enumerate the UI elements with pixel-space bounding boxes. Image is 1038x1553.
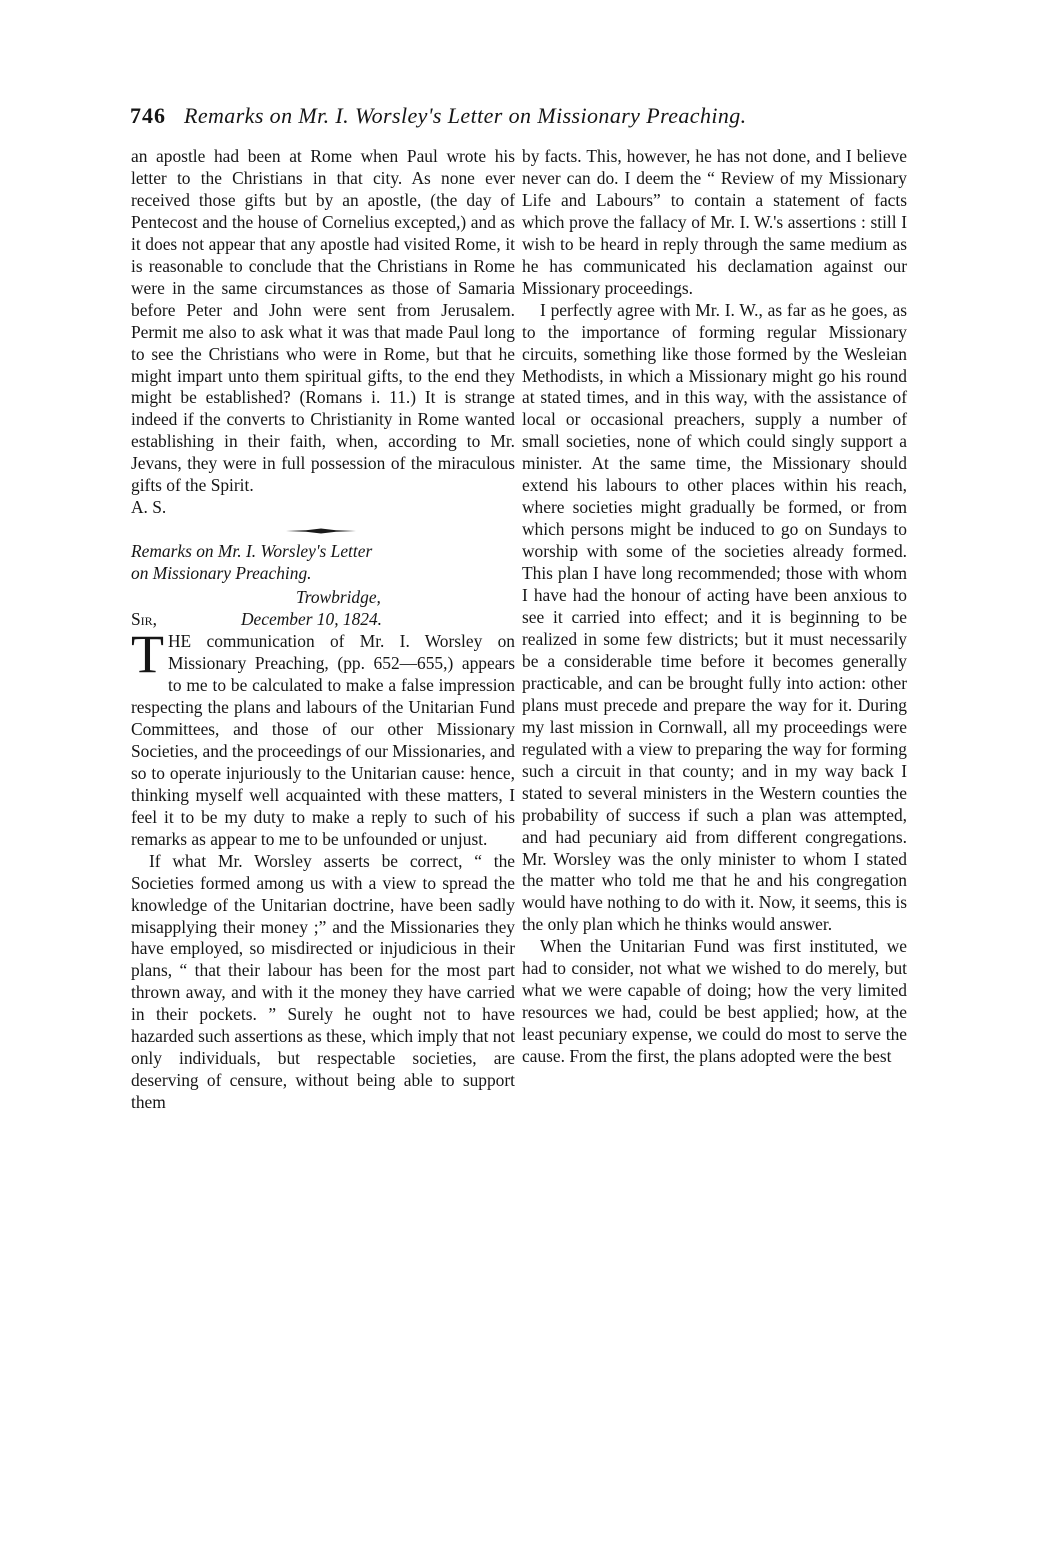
article-title bbox=[131, 541, 515, 585]
letter-place: Trowbridge, bbox=[296, 587, 381, 608]
letter-date: December 10, 1824. bbox=[241, 609, 383, 630]
opening-paragraph-text: HE communication of Mr. I. Worsley on Missionary Preaching, (pp. 652—655,) appears to me to be calculated to make a false impression respecting the plans and labours of the Unitarian Fund Committees, and those of our other Missionary Societies, and the proceedings of our Missionaries, and so to operate injuriously to the Unitarian cause: hence, thinking myself well acquainted with these matters, I feel it to be my duty to make a reply to such of his remarks as appear to me to be unfounded or unjust. bbox=[131, 631, 515, 849]
continuation-paragraph: by facts. This, however, he has not done, and I believe never can do. I deem the “ Review of my Missionary Life and Labours” to contain a statement of facts which prove the fallacy of Mr. I. W.'s assertions : still I wish to be heard in reply through the same medium as he has communicated his declamation against our Missionary proceedings. bbox=[522, 146, 907, 298]
ornament-rule-icon bbox=[286, 528, 356, 534]
right-column bbox=[522, 146, 907, 1068]
running-header bbox=[130, 96, 910, 136]
running-title: Remarks on Mr. I. Worsley's Letter on Missionary Preaching. bbox=[184, 103, 747, 128]
opening-paragraph bbox=[131, 624, 515, 851]
letter-salutation: Sir, bbox=[131, 609, 158, 630]
left-column bbox=[131, 146, 515, 1114]
article-title-line: on Missionary Preaching. bbox=[131, 563, 312, 584]
body-paragraph: If what Mr. Worsley asserts be correct, “ the Societies formed among us with a view to spread the knowledge of the Unitarian doctrine, have been sadly misapplying their money ;” and the Missionaries they have employed, so misdirected or injudicious in their plans, “ that their labour has been for the most part thrown away, and with it the money they have carried in their pockets. ” Surely he ought not to have hazarded such assertions as these, which imply that not only individuals, but respectable societies, are deserving of censure, without being able to support them bbox=[131, 850, 515, 1113]
body-paragraph: When the Unitarian Fund was first instituted, we had to consider, not what we wished to do merely, but what we were capable of doing; how the very limited resources we had, could be best applied; how, at the least pecuniary expense, we could do most to serve the cause. From the first, the plans adopted were the best bbox=[522, 936, 907, 1067]
page-number: 746 bbox=[130, 103, 166, 128]
author-signature: A. S. bbox=[131, 497, 167, 518]
drop-cap: T bbox=[131, 624, 164, 685]
continuation-paragraph: an apostle had been at Rome when Paul wrote his letter to the Christians in that city. As none ever received those gifts but by an apostle, (the day of Pentecost and the house of Cornelius excepted,) and as it does not appear that any apostle had visited Rome, it is reasonable to conclude that the Christians in Rome were in the same circumstances as those of Samaria before Peter and John were sent from Jerusalem. Permit me also to ask what it was that made Paul long to see the Christians who were in Rome, but that he might impart unto them spiritual gifts, to the end they might be established? (Romans i. 11.) It is strange indeed if the converts to Christianity in Rome wanted establishing in their faith, when, according to Mr. Jevans, they were in full possession of the miraculous gifts of the Spirit. bbox=[131, 146, 515, 496]
section-divider bbox=[131, 519, 515, 541]
body-paragraph: I perfectly agree with Mr. I. W., as far as he goes, as to the importance of forming regular Missionary circuits, something like those formed by the Wesleian Methodists, in which a Missionary might go his round at stated times, and in this way, with the assistance of local or occasional preachers, supply a number of small societies, none of which could singly support a minister. At the same time, the Missionary should extend his labours to other places within his reach, where societies might gradually be formed, or from which persons might be induced to go on Sundays to worship with some of the societies already formed. This plan I have long recommended; those with whom I have had the honour of acting have been anxious to see it carried into effect; and it is beginning to be realized in some few districts; but it must necessarily be a considerable time before it becomes generally practicable, and can be brought fully into action: other plans must precede and prepare the way for it. During my last mission in Cornwall, all my proceedings were regulated with a view to preparing the way for forming such a circuit in that county; and in my way back I stated to several ministers in the Western counties the probability of success if such a plan was attempted, and had pecuniary aid from different congregations. Mr. Worsley was the only minister to whom I stated the matter who told me that he and his congregation would have nothing to do with it. Now, it seems, this is the only plan which he thinks would answer. bbox=[522, 299, 907, 935]
letter-dateline bbox=[131, 587, 515, 631]
article-title-line: Remarks on Mr. I. Worsley's Letter bbox=[131, 541, 373, 562]
